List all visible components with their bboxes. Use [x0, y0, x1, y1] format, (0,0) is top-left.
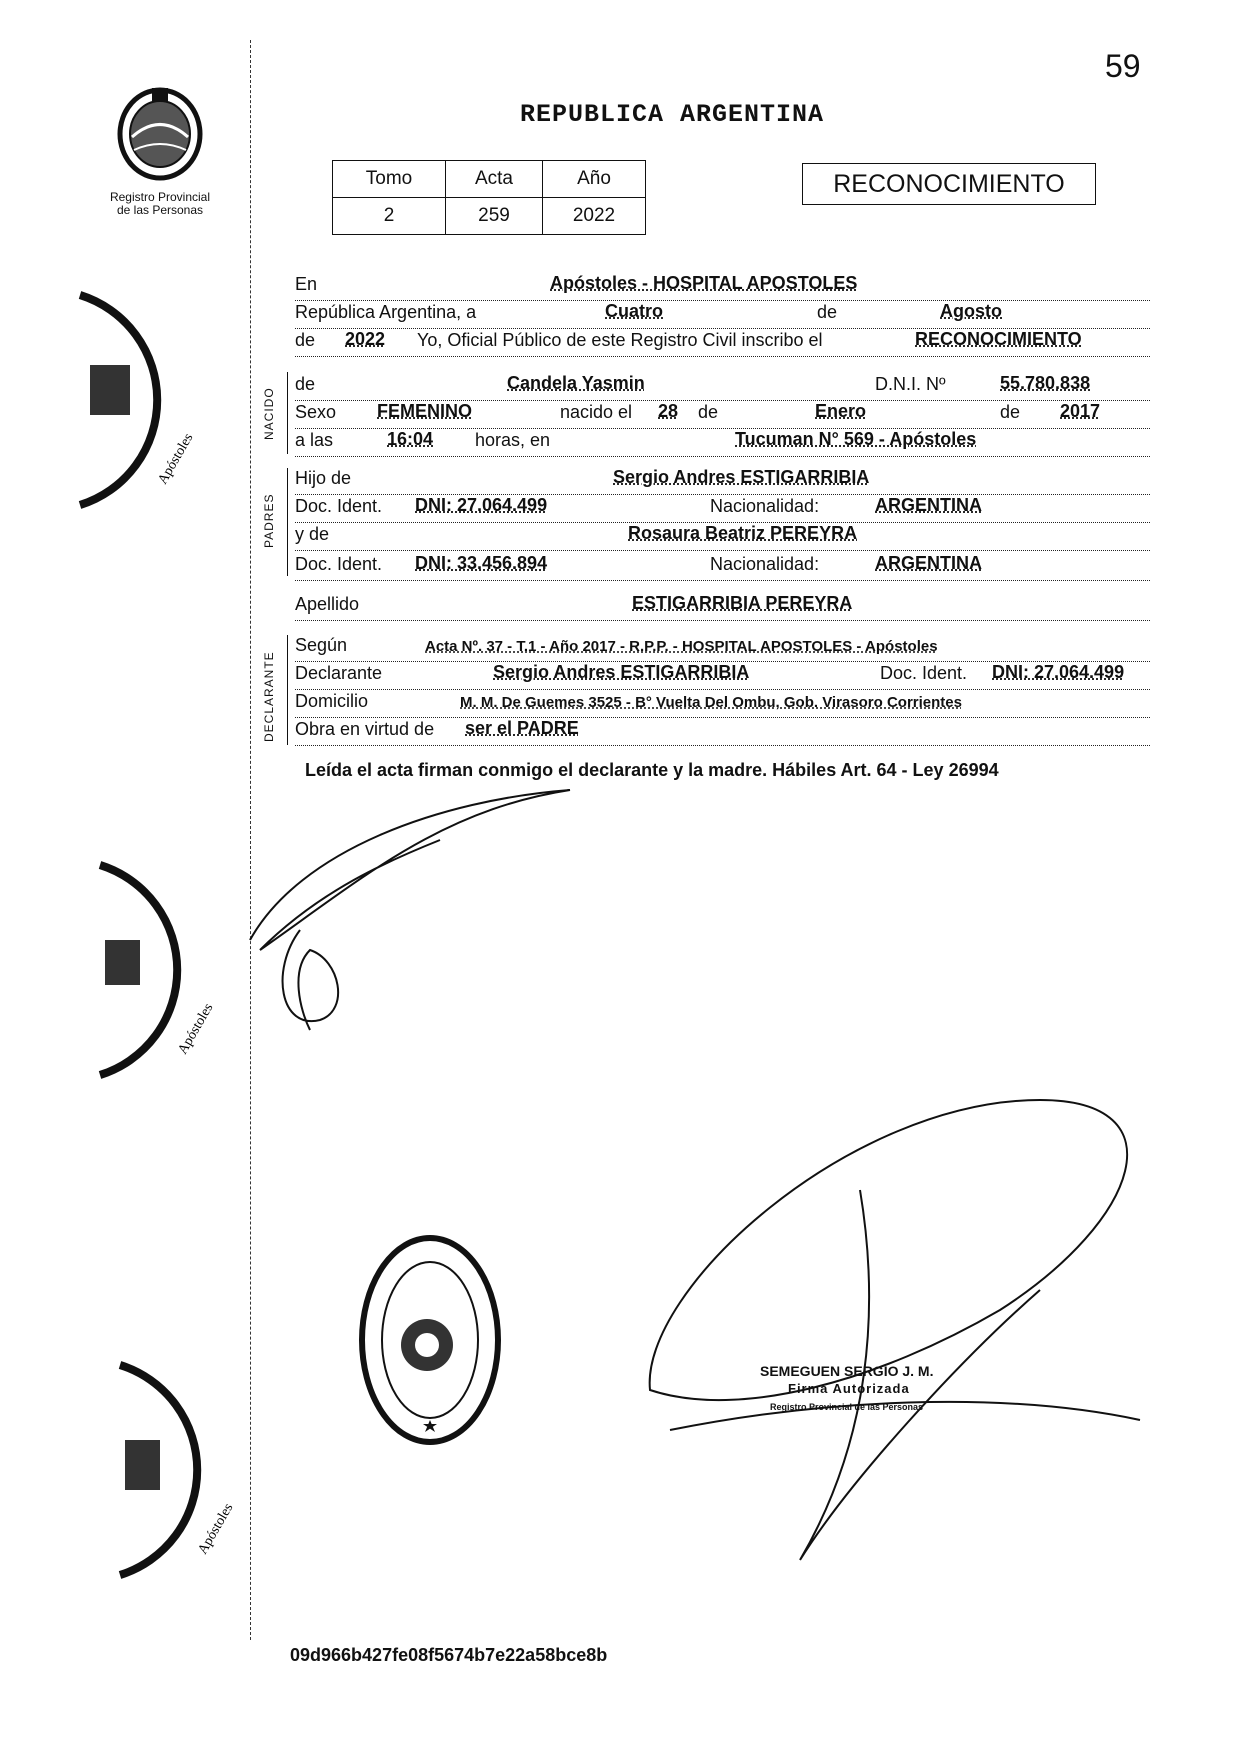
- father-nat-label: Nacionalidad:: [710, 496, 820, 516]
- svg-text:Apóstoles: Apóstoles: [175, 1001, 217, 1057]
- declarant-signature-icon: [240, 770, 660, 1060]
- time-line: [295, 418, 1150, 457]
- margin-seal-icon: [70, 285, 210, 515]
- segun-value: Acta Nº. 37 - T.1 - Año 2017 - R.P.P. - HOSPITAL APOSTOLES - Apóstoles: [425, 638, 938, 655]
- declarante-doc: DNI: 27.064.499: [992, 662, 1125, 682]
- child-name: Candela Yasmin: [507, 373, 645, 393]
- nacido-de-label: de: [295, 374, 316, 394]
- birth-day: 28: [658, 401, 679, 421]
- official-signature-icon: [620, 1060, 1180, 1580]
- page-number: 59: [1105, 48, 1141, 84]
- domicilio-value: M. M. De Guemes 3525 - B° Vuelta Del Ombu, Gob. Virasoro Corrientes: [460, 694, 962, 711]
- mother-doc: DNI: 33.456.894: [415, 553, 548, 573]
- margin-seal-icon-2: [90, 855, 230, 1085]
- a-las-label: a las: [295, 430, 334, 450]
- apellido-line: [295, 582, 1150, 621]
- father-doc: DNI: 27.064.499: [415, 495, 548, 515]
- misiones-crest-icon: [112, 82, 208, 182]
- birth-month: Enero: [815, 401, 867, 421]
- year-line: [295, 318, 1150, 357]
- obra-line: [295, 707, 1150, 746]
- horas-label: horas, en: [475, 430, 551, 450]
- place-value: Apóstoles - HOSPITAL APOSTOLES: [550, 273, 858, 293]
- acta-value: 259: [446, 198, 543, 235]
- signer-title: Firma Autorizada: [788, 1381, 910, 1396]
- obra-value: ser el PADRE: [465, 718, 579, 738]
- closing-statement: Leída el acta firman conmigo el declarante y la madre. Hábiles Art. 64 - Ley 26994: [305, 760, 999, 780]
- declarante-bracket: [287, 635, 288, 745]
- record-table: [332, 160, 646, 235]
- father-name: Sergio Andres ESTIGARRIBIA: [613, 467, 870, 487]
- father-doc-label: Doc. Ident.: [295, 496, 383, 516]
- signer-block: [760, 1362, 933, 1416]
- ano-header: Año: [543, 161, 646, 198]
- acta-header: Acta: [446, 161, 543, 198]
- de2-label: de: [1000, 402, 1021, 422]
- act-type-value: RECONOCIMIENTO: [915, 329, 1082, 349]
- sexo-value: FEMENINO: [377, 401, 473, 421]
- logo-label-line1: Registro Provincial: [109, 190, 211, 204]
- svg-text:Apóstoles: Apóstoles: [155, 431, 197, 487]
- record-value-row: [333, 198, 646, 235]
- segun-label: Según: [295, 635, 348, 655]
- country-title: REPUBLICA ARGENTINA: [520, 100, 825, 129]
- year-value: 2022: [345, 329, 386, 349]
- document-hash: 09d966b427fe08f5674b7e22a58bce8b: [290, 1645, 608, 1665]
- declarante-doc-label: Doc. Ident.: [880, 663, 968, 683]
- month-value: Agosto: [940, 301, 1002, 321]
- mother-doc-line: [295, 542, 1150, 581]
- de1-label: de: [698, 402, 719, 422]
- provincial-logo: [90, 82, 230, 217]
- en-label: En: [295, 274, 318, 294]
- domicilio-label: Domicilio: [295, 691, 369, 711]
- nacido-el-label: nacido el: [560, 402, 633, 422]
- declarante-section-label: DECLARANTE: [262, 651, 276, 742]
- dni-label: D.N.I. Nº: [875, 374, 946, 394]
- ano-value: 2022: [543, 198, 646, 235]
- apellido-value: ESTIGARRIBIA PEREYRA: [632, 593, 853, 613]
- sexo-label: Sexo: [295, 402, 337, 422]
- mother-doc-label: Doc. Ident.: [295, 554, 383, 574]
- hijo-de-label: Hijo de: [295, 468, 352, 488]
- birth-time: 16:04: [387, 429, 434, 449]
- declarante-label: Declarante: [295, 663, 383, 683]
- padres-bracket: [287, 468, 288, 576]
- nacido-bracket: [287, 372, 288, 454]
- svg-text:Apóstoles: Apóstoles: [195, 1501, 237, 1557]
- logo-label-line2: de las Personas: [116, 203, 204, 217]
- birth-place: Tucuman N° 569 - Apóstoles: [735, 429, 977, 449]
- mother-nationality: ARGENTINA: [875, 553, 982, 573]
- declarante-name: Sergio Andres ESTIGARRIBIA: [493, 662, 750, 682]
- year-de-label: de: [295, 330, 316, 350]
- official-seal-icon: [355, 1230, 505, 1450]
- obra-label: Obra en virtud de: [295, 719, 435, 739]
- record-header-row: [333, 161, 646, 198]
- father-nationality: ARGENTINA: [875, 495, 982, 515]
- record-type-box: RECONOCIMIENTO: [802, 163, 1096, 205]
- child-dni: 55.780.838: [1000, 373, 1091, 393]
- apellido-label: Apellido: [295, 594, 360, 614]
- margin-seal-icon-3: [110, 1355, 250, 1585]
- padres-section-label: PADRES: [262, 493, 276, 548]
- birth-year: 2017: [1060, 401, 1101, 421]
- mother-name: Rosaura Beatriz PEREYRA: [628, 523, 858, 543]
- republica-label: República Argentina, a: [295, 302, 477, 322]
- yo-label: Yo, Oficial Público de este Registro Civil inscribo el: [417, 330, 823, 350]
- tomo-value: 2: [333, 198, 446, 235]
- mother-nat-label: Nacionalidad:: [710, 554, 820, 574]
- day-value: Cuatro: [605, 301, 663, 321]
- tomo-header: Tomo: [333, 161, 446, 198]
- de-label: de: [817, 302, 838, 322]
- y-de-label: y de: [295, 524, 330, 544]
- signer-org: Registro Provincial de las Personas: [770, 1402, 924, 1412]
- signer-name: SEMEGUEN SERGIO J. M.: [760, 1363, 934, 1379]
- nacido-section-label: NACIDO: [262, 387, 276, 440]
